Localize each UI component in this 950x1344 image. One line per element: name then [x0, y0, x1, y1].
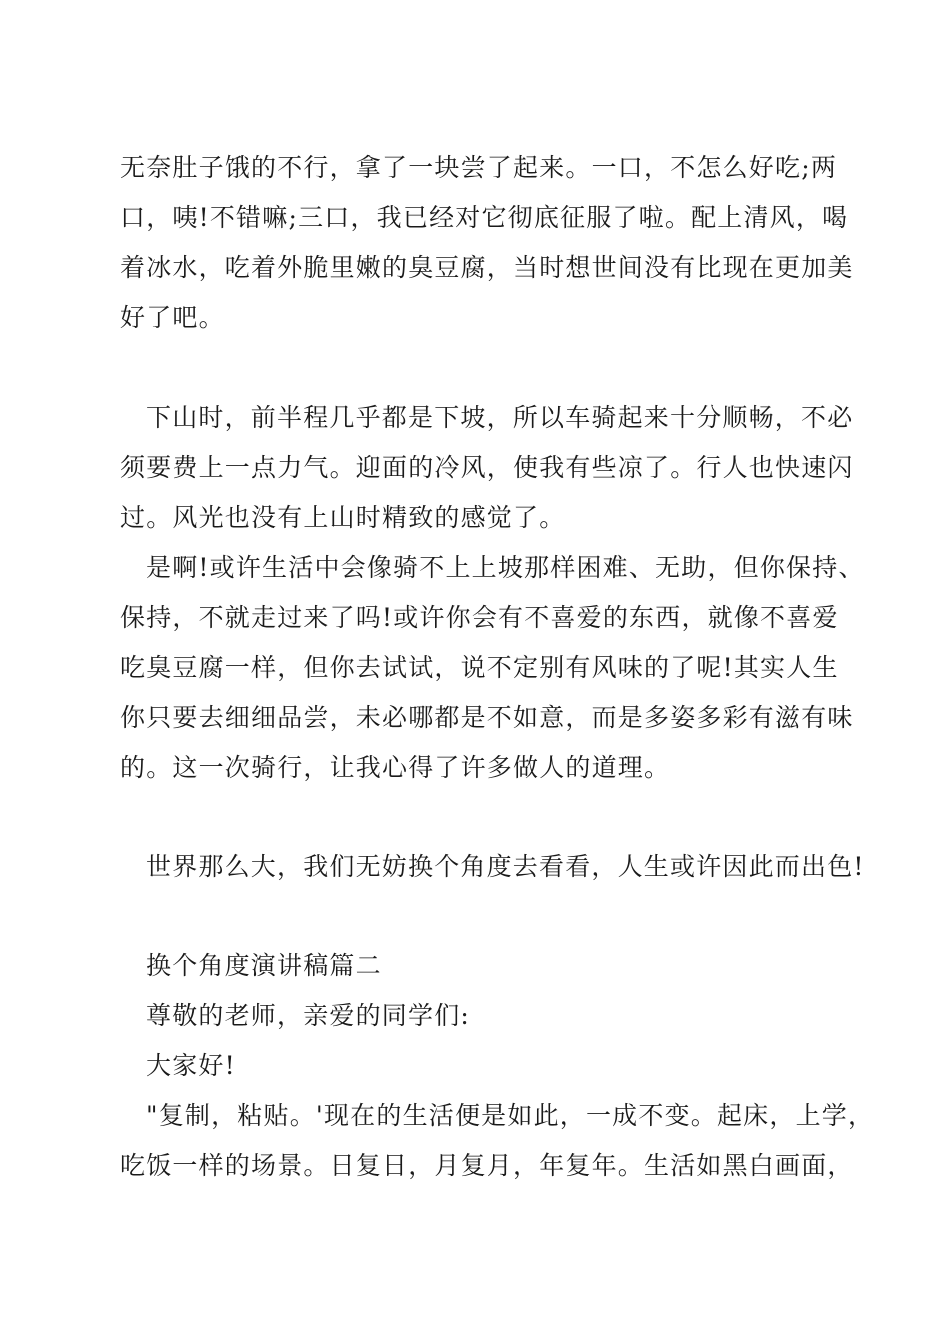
section-heading: 换个角度演讲稿篇二	[146, 951, 382, 980]
salutation: 尊敬的老师，亲爱的同学们:	[146, 1001, 471, 1030]
text-line: 是啊!或许生活中会像骑不上上坡那样困难、无助，但你保持、	[146, 553, 865, 582]
text-line: 须要费上一点力气。迎面的冷风，使我有些凉了。行人也快速闪	[120, 453, 854, 482]
text-line: 好了吧。	[120, 303, 225, 332]
text-line: 你只要去细细品尝，未必哪都是不如意，而是多姿多彩有滋有味	[120, 703, 854, 732]
text-line: 着冰水，吃着外脆里嫩的臭豆腐，当时想世间没有比现在更加美	[120, 253, 854, 282]
text-line: 过。风光也没有上山时精致的感觉了。	[120, 503, 566, 532]
text-line: 保持，不就走过来了吗!或许你会有不喜爱的东西，就像不喜爱	[120, 603, 839, 632]
text-line: "复制，粘贴。'现在的生活便是如此，一成不变。起床，上学，	[146, 1101, 875, 1130]
greeting: 大家好!	[146, 1051, 236, 1080]
text-line: 口，咦!不错嘛;三口，我已经对它彻底征服了啦。配上清风，喝	[120, 203, 849, 232]
text-line: 的。这一次骑行，让我心得了许多做人的道理。	[120, 753, 671, 782]
text-line: 吃臭豆腐一样，但你去试试，说不定别有风味的了呢!其实人生	[120, 653, 839, 682]
text-line: 下山时，前半程几乎都是下坡，所以车骑起来十分顺畅，不必	[146, 403, 854, 432]
text-line: 吃饭一样的场景。日复日，月复月，年复年。生活如黑白画面，	[120, 1151, 854, 1180]
text-line: 无奈肚子饿的不行，拿了一块尝了起来。一口，不怎么好吃;两	[120, 153, 838, 182]
text-line: 世界那么大，我们无妨换个角度去看看，人生或许因此而出色!	[146, 852, 865, 881]
